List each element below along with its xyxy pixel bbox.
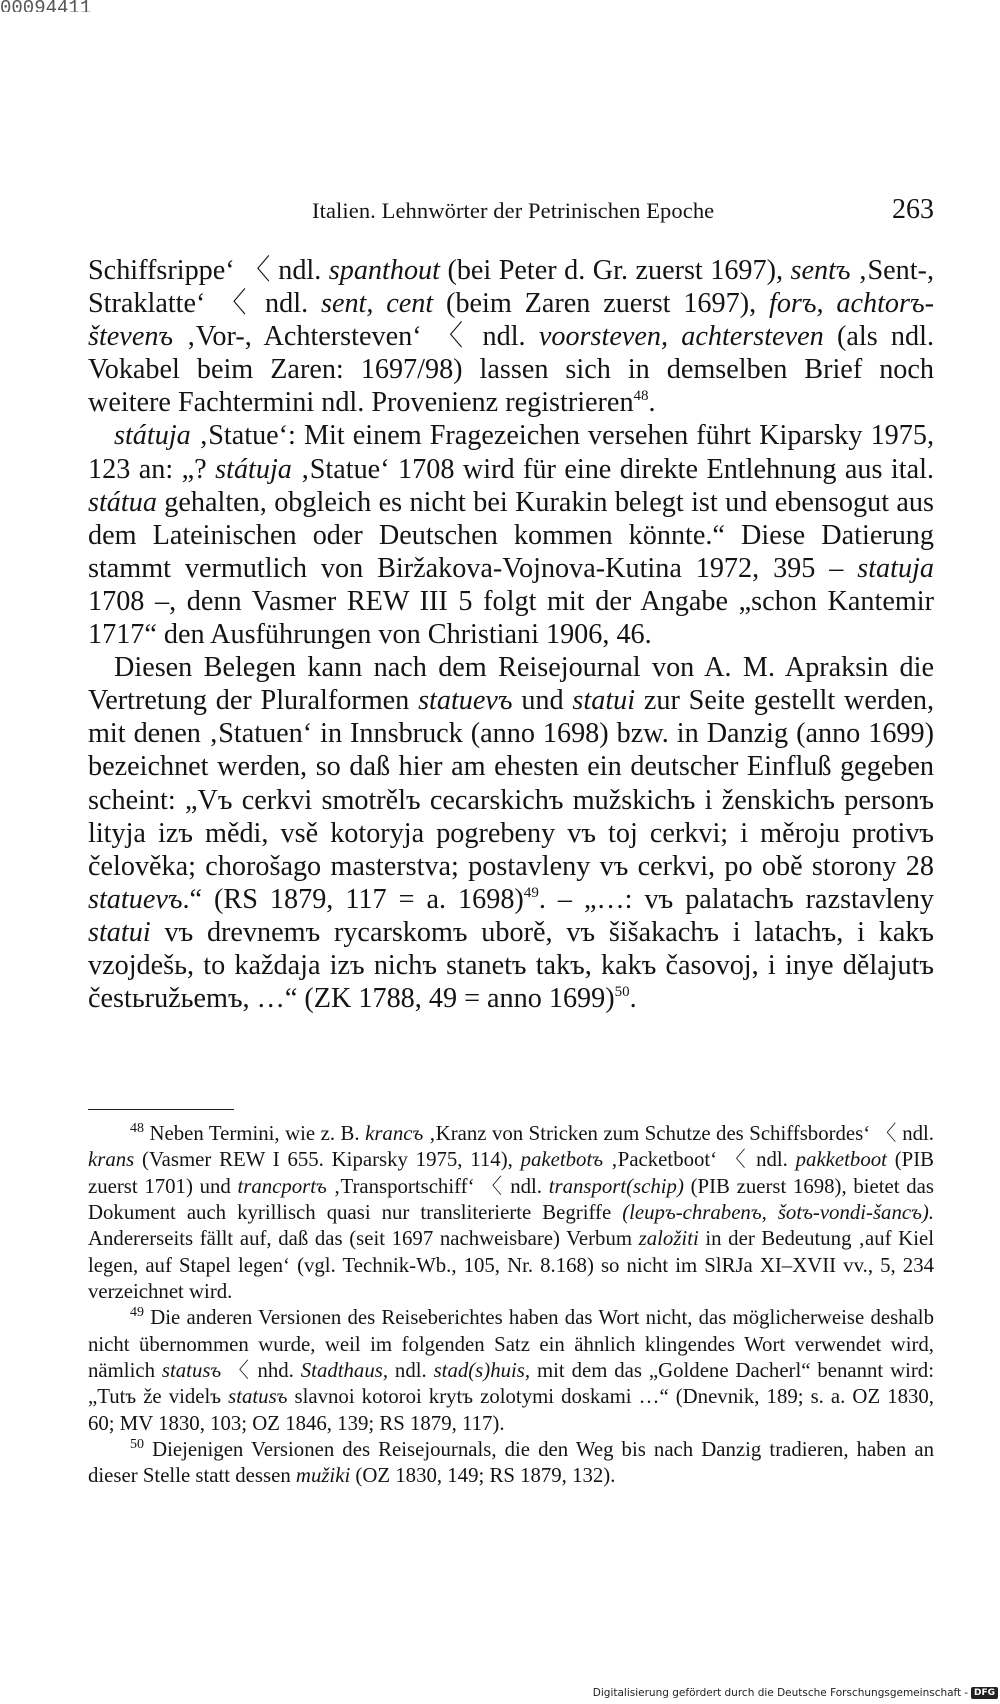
italic-term: sentъ bbox=[790, 255, 851, 286]
italic-term: statuja bbox=[857, 552, 934, 584]
text-run: in der Bedeutung ‚auf Kiel legen, auf Stapel legen‘ (vgl. Technik-Wb., 105, Nr. 8.168) so nicht im SlRJa XI–XVII vv., 5, 234 verzeichnet wird. bbox=[88, 1227, 934, 1304]
footnote-rule bbox=[88, 1109, 234, 1110]
text-run: Andererseits fällt auf, daß das (seit 1697 nachweisbare) Verbum bbox=[88, 1227, 639, 1251]
italic-term: statuevъ bbox=[88, 883, 183, 915]
footnote-number: 48 bbox=[130, 1121, 144, 1136]
footnotes bbox=[88, 1121, 934, 1490]
text-run: (PIB zuerst 1701) und bbox=[88, 1148, 934, 1198]
page-number: 263 bbox=[892, 194, 934, 225]
footnote-ref: 49 bbox=[523, 884, 539, 901]
text-run: Schiffsrippe‘ 〈 ndl. bbox=[88, 255, 329, 286]
footnote-ref: 50 bbox=[614, 984, 630, 1001]
italic-term: statui bbox=[572, 685, 636, 717]
text-run: 〈 nhd. bbox=[221, 1359, 301, 1383]
text-run: und bbox=[512, 685, 573, 717]
italic-term: sent, cent bbox=[320, 288, 434, 320]
text-run: (beim Zaren zuerst 1697), bbox=[433, 288, 769, 320]
italic-term: transport(schip) bbox=[548, 1174, 684, 1198]
italic-term: pakketboot bbox=[795, 1148, 887, 1172]
text-run: . – „…: vъ palatachъ razstavleny bbox=[538, 883, 935, 915]
text-run: 1708 –, denn Vasmer REW III 5 folgt mit der Angabe „schon Kantemir 1717“ den Ausführungen von Christiani 1906, 46. bbox=[88, 585, 934, 651]
italic-term: forъ, achtorъ-števenъ bbox=[88, 288, 935, 353]
text-run: Diesen Belegen kann nach dem Reisejournal von A. M. Apraksin die Vertretung der Pluralformen bbox=[88, 652, 934, 717]
text-run: (bei Peter d. Gr. zuerst 1697), bbox=[439, 255, 791, 286]
italic-term: stad(s)huis, bbox=[433, 1359, 531, 1383]
paragraph bbox=[88, 419, 934, 651]
italic-term: státuja bbox=[215, 453, 292, 485]
paragraph bbox=[88, 651, 934, 1015]
italic-term: krancъ bbox=[365, 1122, 424, 1145]
text-run: ‚Statue‘ 1708 wird für eine direkte Entlehnung aus ital. bbox=[291, 453, 934, 485]
text-run: ‚Kranz von Stricken zum Schutze des Schiffsbordes‘ 〈 ndl. bbox=[423, 1122, 935, 1145]
text-run: Die anderen Versionen des Reiseberichtes haben das Wort nicht, das möglicherweise deshalb nicht übernommen wurde, weil im folgenden Satz ein ähnlich klingendes Wort verwendet wird, nämlich bbox=[88, 1306, 934, 1383]
footnote-number: 50 bbox=[130, 1437, 144, 1453]
footnote bbox=[88, 1437, 934, 1490]
footnote bbox=[88, 1121, 934, 1305]
text-run: Diejenigen Versionen des Reisejournals, die den Weg bis nach Danzig tradieren, haben an dieser Stelle statt dessen bbox=[88, 1438, 934, 1488]
text-run: ndl. bbox=[388, 1359, 434, 1383]
text-run: . bbox=[648, 387, 656, 419]
italic-term: mužiki bbox=[295, 1464, 351, 1488]
text-run: ‚Sent-, Straklatte‘ 〈 ndl. bbox=[88, 255, 934, 320]
footer-text: Digitalisierung gefördert durch die Deutsche Forschungsgemeinschaft bbox=[592, 1687, 962, 1699]
text-run: ‚Vor-, Achtersteven‘ 〈 ndl. bbox=[173, 321, 539, 353]
text-run: (als ndl. Vokabel beim Zaren: 1697/98) lassen sich in demselben Brief noch weitere Fachtermini ndl. Provenienz registrieren bbox=[88, 321, 934, 419]
italic-term: voorsteven, achtersteven bbox=[538, 321, 824, 353]
text-run: ‚Statue‘: Mit einem Fragezeichen versehen führt Kiparsky 1975, 123 an: „? bbox=[88, 420, 934, 485]
page-id: 00094411 bbox=[0, 0, 92, 12]
italic-term: statui bbox=[88, 916, 151, 948]
italic-term: paketbotъ bbox=[520, 1148, 604, 1172]
italic-term: založiti bbox=[638, 1227, 699, 1251]
footnote-number: 49 bbox=[130, 1305, 144, 1321]
text-run: (Vasmer REW I 655. Kiparsky 1975, 114), bbox=[134, 1148, 521, 1172]
text-run: (PIB zuerst 1698), bietet das Dokument auch kyrillisch quasi nur transliterierte Begriffe bbox=[88, 1174, 934, 1225]
italic-term: statusъ bbox=[161, 1359, 222, 1383]
italic-term: krans bbox=[88, 1148, 135, 1172]
italic-term: trancportъ bbox=[237, 1174, 327, 1198]
paragraph bbox=[88, 254, 934, 419]
text-run: ‚Packetboot‘ 〈 ndl. bbox=[603, 1148, 796, 1172]
text-run: ‚Transportschiff‘ 〈 ndl. bbox=[326, 1174, 549, 1198]
italic-term: státua bbox=[88, 486, 157, 518]
italic-term: Stadthaus, bbox=[300, 1359, 389, 1383]
text-run: Neben Termini, wie z. B. bbox=[149, 1122, 366, 1145]
footnote bbox=[88, 1305, 934, 1437]
italic-term: (leupъ-chrabenъ, šotъ-vondi-šancъ). bbox=[622, 1201, 935, 1225]
text-run: vъ drevnemъ rycarskomъ uborě, vъ šišakachъ i latachъ, i kakъ vzojdešь, to každaja izъ nichъ stanetъ takъ, kakъ časovoj, i inye dělajutъ čestьružьemъ, …“ (ZK 1788, 49 = anno 1699) bbox=[88, 916, 934, 1015]
footnote-ref: 48 bbox=[633, 388, 649, 405]
italic-term: statusъ bbox=[228, 1385, 288, 1409]
text-run: .“ (RS 1879, 117 = a. 1698) bbox=[182, 883, 524, 915]
dfg-logo: DFG bbox=[971, 1687, 998, 1699]
running-head: Italien. Lehnwörter der Petrinischen Epoche bbox=[312, 198, 715, 223]
text-run: mit dem das „Goldene Dacherl“ benannt wird: „Tutъ že videlъ bbox=[88, 1359, 934, 1409]
footer: Digitalisierung gefördert durch die Deutsche Forschungsgemeinschaft - DFG bbox=[593, 1687, 998, 1699]
text-run: zur Seite gestellt werden, mit denen ‚Statuen‘ in Innsbruck (anno 1698) bzw. in Danzig (anno 1699) bezeichnet werden, so daß hier am ehesten ein deutscher Einfluß gegeben scheint: „Vъ cerkvi smotrělъ cecarskichъ mužskichъ i ženskichъ personъ lityja izъ mědi, vsě kotoryja pogrebeny vъ toj cerkvi; i měroju protivъ čelověka; chorošago masterstva; postavleny vъ cerkvi, po obě storony 28 bbox=[88, 685, 935, 882]
main-text bbox=[88, 254, 934, 1015]
text-run: (OZ 1830, 149; RS 1879, 132). bbox=[350, 1464, 616, 1488]
text-run: gehalten, obgleich es nicht bei Kurakin belegt ist und ebensogut aus dem Lateinischen oder Deutschen kommen könnte.“ Diese Datierung stammt vermutlich von Biržakova-Vojnova-Kutina 1972, 395 – bbox=[88, 486, 934, 584]
italic-term: statuevъ bbox=[418, 685, 513, 717]
italic-term: státuja bbox=[114, 420, 191, 452]
text-run: . bbox=[629, 983, 637, 1015]
text-run: slavnoi kotoroi krytъ zolotymi doskami …“ (Dnevnik, 189; s. a. OZ 1830, 60; MV 1830, 103; OZ 1846, 139; RS 1879, 117). bbox=[88, 1385, 934, 1435]
italic-term: spanthout bbox=[328, 255, 440, 286]
